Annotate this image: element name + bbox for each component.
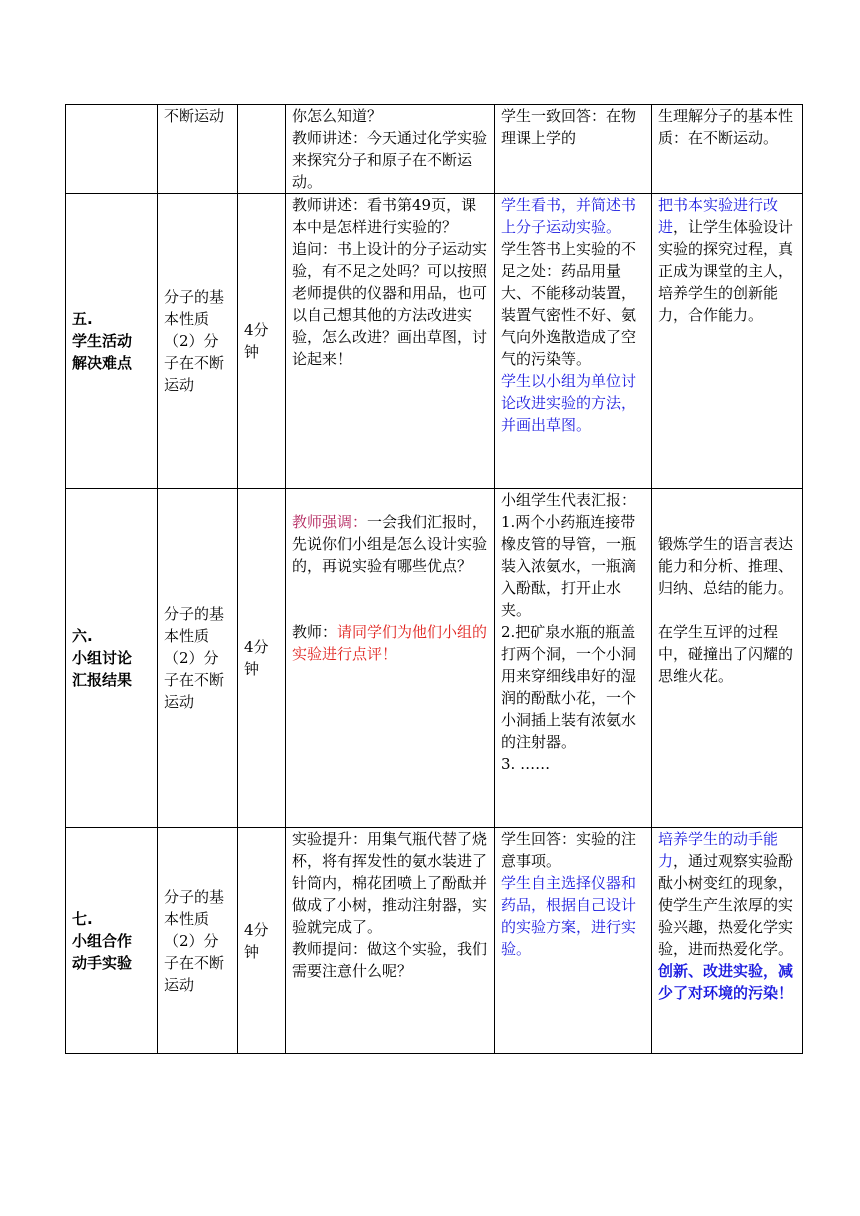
student-text: 学生一致回答：在物理课上学的 <box>501 107 637 147</box>
teacher-text: 实验提升：用集气瓶代替了烧杯，将有挥发性的氨水装进了针筒内，棉花团喷上了酚酞并做成了小树，推动注射器，实验就完成了。 <box>292 830 488 936</box>
intent-conclusion: 创新、改进实验，减少了对环境的污染！ <box>658 962 794 1002</box>
student-cell <box>495 489 652 828</box>
stage-title: 解决难点 <box>72 354 133 372</box>
intent-text: 在学生互评的过程中，碰撞出了闪耀的思维火花。 <box>658 623 794 685</box>
table-row <box>66 828 803 1054</box>
teacher-cell <box>286 489 495 828</box>
teacher-cell <box>286 105 495 194</box>
stage-cell <box>66 828 158 1054</box>
teacher-cell <box>286 194 495 489</box>
content-cell <box>158 489 238 828</box>
content-text: 分子的基本性质（2）分子在不断运动 <box>164 605 225 711</box>
teacher-request: 请同学们为他们小组的实验进行点评！ <box>292 623 488 663</box>
student-text: 小组学生代表汇报： <box>501 491 637 509</box>
stage-number: 五. <box>72 310 93 328</box>
student-text: 学生自主选择仪器和药品，根据自己设计的实验方案，进行实验。 <box>501 874 637 958</box>
content-text: 分子的基本性质（2）分子在不断运动 <box>164 887 225 994</box>
stage-title: 动手实验 <box>72 953 133 972</box>
student-cell <box>495 194 652 489</box>
student-text: 3. …… <box>501 755 551 773</box>
teacher-text: 追问：书上设计的分子运动实验，有不足之处吗？可以按照老师提供的仪器和用品，也可以自己想其他的方法改进实验，怎么改进？画出草图，讨论起来！ <box>292 240 488 368</box>
intent-text: 生理解分子的基本性质：在不断运动。 <box>658 107 794 147</box>
teacher-emphasis-label: 教师强调： <box>292 513 368 531</box>
content-cell <box>158 828 238 1054</box>
student-text: 学生看书，并简述书上分子运动实验。 <box>501 196 637 236</box>
student-cell <box>495 828 652 1054</box>
stage-cell <box>66 194 158 489</box>
teacher-text: 教师讲述：今天通过化学实验来探究分子和原子在不断运动。 <box>292 129 488 191</box>
teacher-text <box>292 621 488 665</box>
stage-number: 七. <box>72 909 93 928</box>
time-text: 4分钟 <box>244 920 269 961</box>
content-cell <box>158 194 238 489</box>
teacher-text: 一会我们汇报时，先说你们小组是怎么设计实验的，再说实验有哪些优点？ <box>292 513 488 575</box>
student-cell <box>495 105 652 194</box>
time-text: 4分钟 <box>244 321 269 361</box>
time-cell <box>238 105 286 194</box>
content-cell <box>158 105 238 194</box>
table-row <box>66 489 803 828</box>
intent-cell <box>652 105 803 194</box>
intent-highlight: 把书本实验进行改进 <box>658 196 779 236</box>
time-cell <box>238 828 286 1054</box>
content-text: 不断运动 <box>164 107 225 125</box>
stage-cell <box>66 489 158 828</box>
teacher-text: 教师提问：做这个实验，我们需要注意什么呢？ <box>292 940 488 980</box>
student-text: 1.两个小药瓶连接带橡皮管的导管，一瓶装入浓氨水，一瓶滴入酚酞，打开止水夹。 <box>501 513 637 619</box>
intent-cell <box>652 194 803 489</box>
content-text: 分子的基本性质（2）分子在不断运动 <box>164 288 225 394</box>
stage-title: 小组讨论 <box>72 649 133 667</box>
table-row <box>66 105 803 194</box>
intent-highlight: 培养学生的动手能力 <box>658 830 779 870</box>
stage-title: 学生活动 <box>72 332 133 350</box>
teacher-text <box>292 511 488 577</box>
intent-cell <box>652 489 803 828</box>
student-text: 2.把矿泉水瓶的瓶盖打两个洞，一个小洞用来穿细线串好的湿润的酚酞小花，一个小洞插上装有浓氨水的注射器。 <box>501 623 637 751</box>
time-cell <box>238 194 286 489</box>
intent-text: 锻炼学生的语言表达能力和分析、推理、归纳、总结的能力。 <box>658 535 794 597</box>
student-text: 学生以小组为单位讨论改进实验的方法，并画出草图。 <box>501 372 637 434</box>
stage-number: 六. <box>72 627 93 645</box>
lesson-plan-table <box>65 104 803 1054</box>
intent-cell <box>652 828 803 1054</box>
stage-title: 小组合作 <box>72 931 133 950</box>
intent-text: ，通过观察实验酚酞小树变红的现象，使学生产生浓厚的实验兴趣，热爱化学实验，进而热爱化学。 <box>658 852 794 958</box>
time-cell <box>238 489 286 828</box>
student-text: 学生回答：实验的注意事项。 <box>501 830 637 870</box>
stage-title: 汇报结果 <box>72 671 133 689</box>
teacher-cell <box>286 828 495 1054</box>
stage-cell <box>66 105 158 194</box>
table-row <box>66 194 803 489</box>
teacher-text: 你怎么知道？ <box>292 107 383 125</box>
teacher-label: 教师： <box>292 623 338 641</box>
student-text: 学生答书上实验的不足之处：药品用量大、不能移动装置，装置气密性不好、氨气向外逸散造成了空气的污染等。 <box>501 240 637 368</box>
teacher-text: 教师讲述：看书第49页，课本中是怎样进行实验的？ <box>292 196 477 236</box>
intent-text: ，让学生体验设计实验的探究过程，真正成为课堂的主人，培养学生的创新能力，合作能力。 <box>658 218 794 324</box>
time-text: 4分钟 <box>244 638 269 678</box>
